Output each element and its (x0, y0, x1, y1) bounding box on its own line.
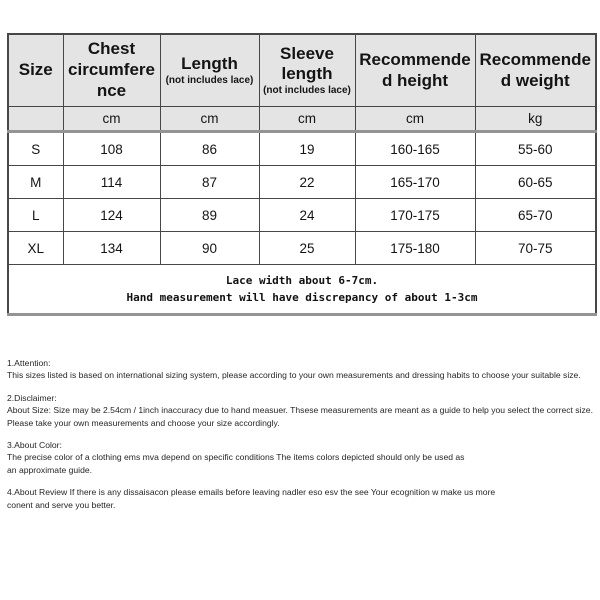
table-row-s (8, 132, 596, 166)
column-label: Size (18, 60, 53, 80)
unit-cell: cm (259, 107, 355, 132)
column-sublabel: (not includes lace) (263, 84, 351, 96)
note-text: conent and serve you better. (7, 499, 116, 510)
footnote-row (8, 265, 596, 315)
table-row-xl (8, 232, 596, 265)
column-label: Recommended height (359, 49, 471, 90)
size-cell: M (8, 166, 63, 199)
unit-cell: cm (355, 107, 475, 132)
length-cell: 90 (160, 232, 259, 265)
chest-cell: 124 (63, 199, 160, 232)
fine-print (7, 357, 598, 521)
note-text: 4.About Review If there is any dissaisacon please emails before leaving nadler eso esv the see Your ecognition w make us more (7, 487, 496, 498)
note-heading: 3.About Color: (7, 440, 62, 451)
column-label: Chest circumference (68, 39, 155, 100)
length-cell: 86 (160, 132, 259, 166)
header-row (8, 34, 596, 107)
note-heading: 2.Disclaimer: (7, 392, 57, 403)
table-footnote (8, 265, 596, 315)
table-row-l (8, 199, 596, 232)
note-text: The precise color of a clothing ems mva depend on specific conditions The items colors depicted should only be used as (7, 452, 465, 463)
weight-cell: 70-75 (475, 232, 596, 265)
unit-cell: cm (160, 107, 259, 132)
note-review (7, 486, 598, 511)
note-disclaimer (7, 392, 598, 429)
weight-cell: 55-60 (475, 132, 596, 166)
size-cell: XL (8, 232, 63, 265)
column-header-weight (475, 34, 596, 107)
sleeve-cell: 22 (259, 166, 355, 199)
length-cell: 87 (160, 166, 259, 199)
column-header-sleeve (259, 34, 355, 107)
note-attention (7, 357, 598, 382)
size-chart-table (7, 33, 597, 316)
unit-cell (8, 107, 63, 132)
height-cell: 160-165 (355, 132, 475, 166)
footnote-line-2: Hand measurement will have discrepancy of about 1-3cm (126, 291, 478, 304)
unit-cell: kg (475, 107, 596, 132)
chest-cell: 114 (63, 166, 160, 199)
note-text: an approximate guide. (7, 464, 93, 475)
column-sublabel: (not includes lace) (165, 74, 254, 86)
height-cell: 175-180 (355, 232, 475, 265)
column-label: Recommended weight (479, 49, 591, 90)
size-cell: L (8, 199, 63, 232)
units-row (8, 107, 596, 132)
footnote-line-1: Lace width about 6-7cm. (225, 274, 379, 287)
weight-cell: 65-70 (475, 199, 596, 232)
weight-cell: 60-65 (475, 166, 596, 199)
size-cell: S (8, 132, 63, 166)
note-heading: 1.Attention: (7, 358, 51, 368)
unit-cell: cm (63, 107, 160, 132)
table-row-m (8, 166, 596, 199)
height-cell: 165-170 (355, 166, 475, 199)
column-header-height (355, 34, 475, 107)
note-text: Please take your own measurements and choose your size accordingly. (7, 417, 280, 428)
column-label: Length (181, 53, 238, 73)
chest-cell: 108 (63, 132, 160, 166)
note-text: This sizes listed is based on international sizing system, please according to your own measurements and dressing habits to choose your suitable size. (7, 370, 581, 381)
column-header-length (160, 34, 259, 107)
height-cell: 170-175 (355, 199, 475, 232)
length-cell: 89 (160, 199, 259, 232)
chest-cell: 134 (63, 232, 160, 265)
column-label: Sleeve length (280, 43, 334, 84)
sleeve-cell: 19 (259, 132, 355, 166)
sleeve-cell: 24 (259, 199, 355, 232)
note-text: About Size: Size may be 2.54cm / 1inch inaccuracy due to hand measuer. Thsese measurements are meant as a guide to help you select the correct size. (7, 405, 593, 416)
sleeve-cell: 25 (259, 232, 355, 265)
note-color (7, 439, 598, 476)
column-header-chest (63, 34, 160, 107)
column-header-size (8, 34, 63, 107)
